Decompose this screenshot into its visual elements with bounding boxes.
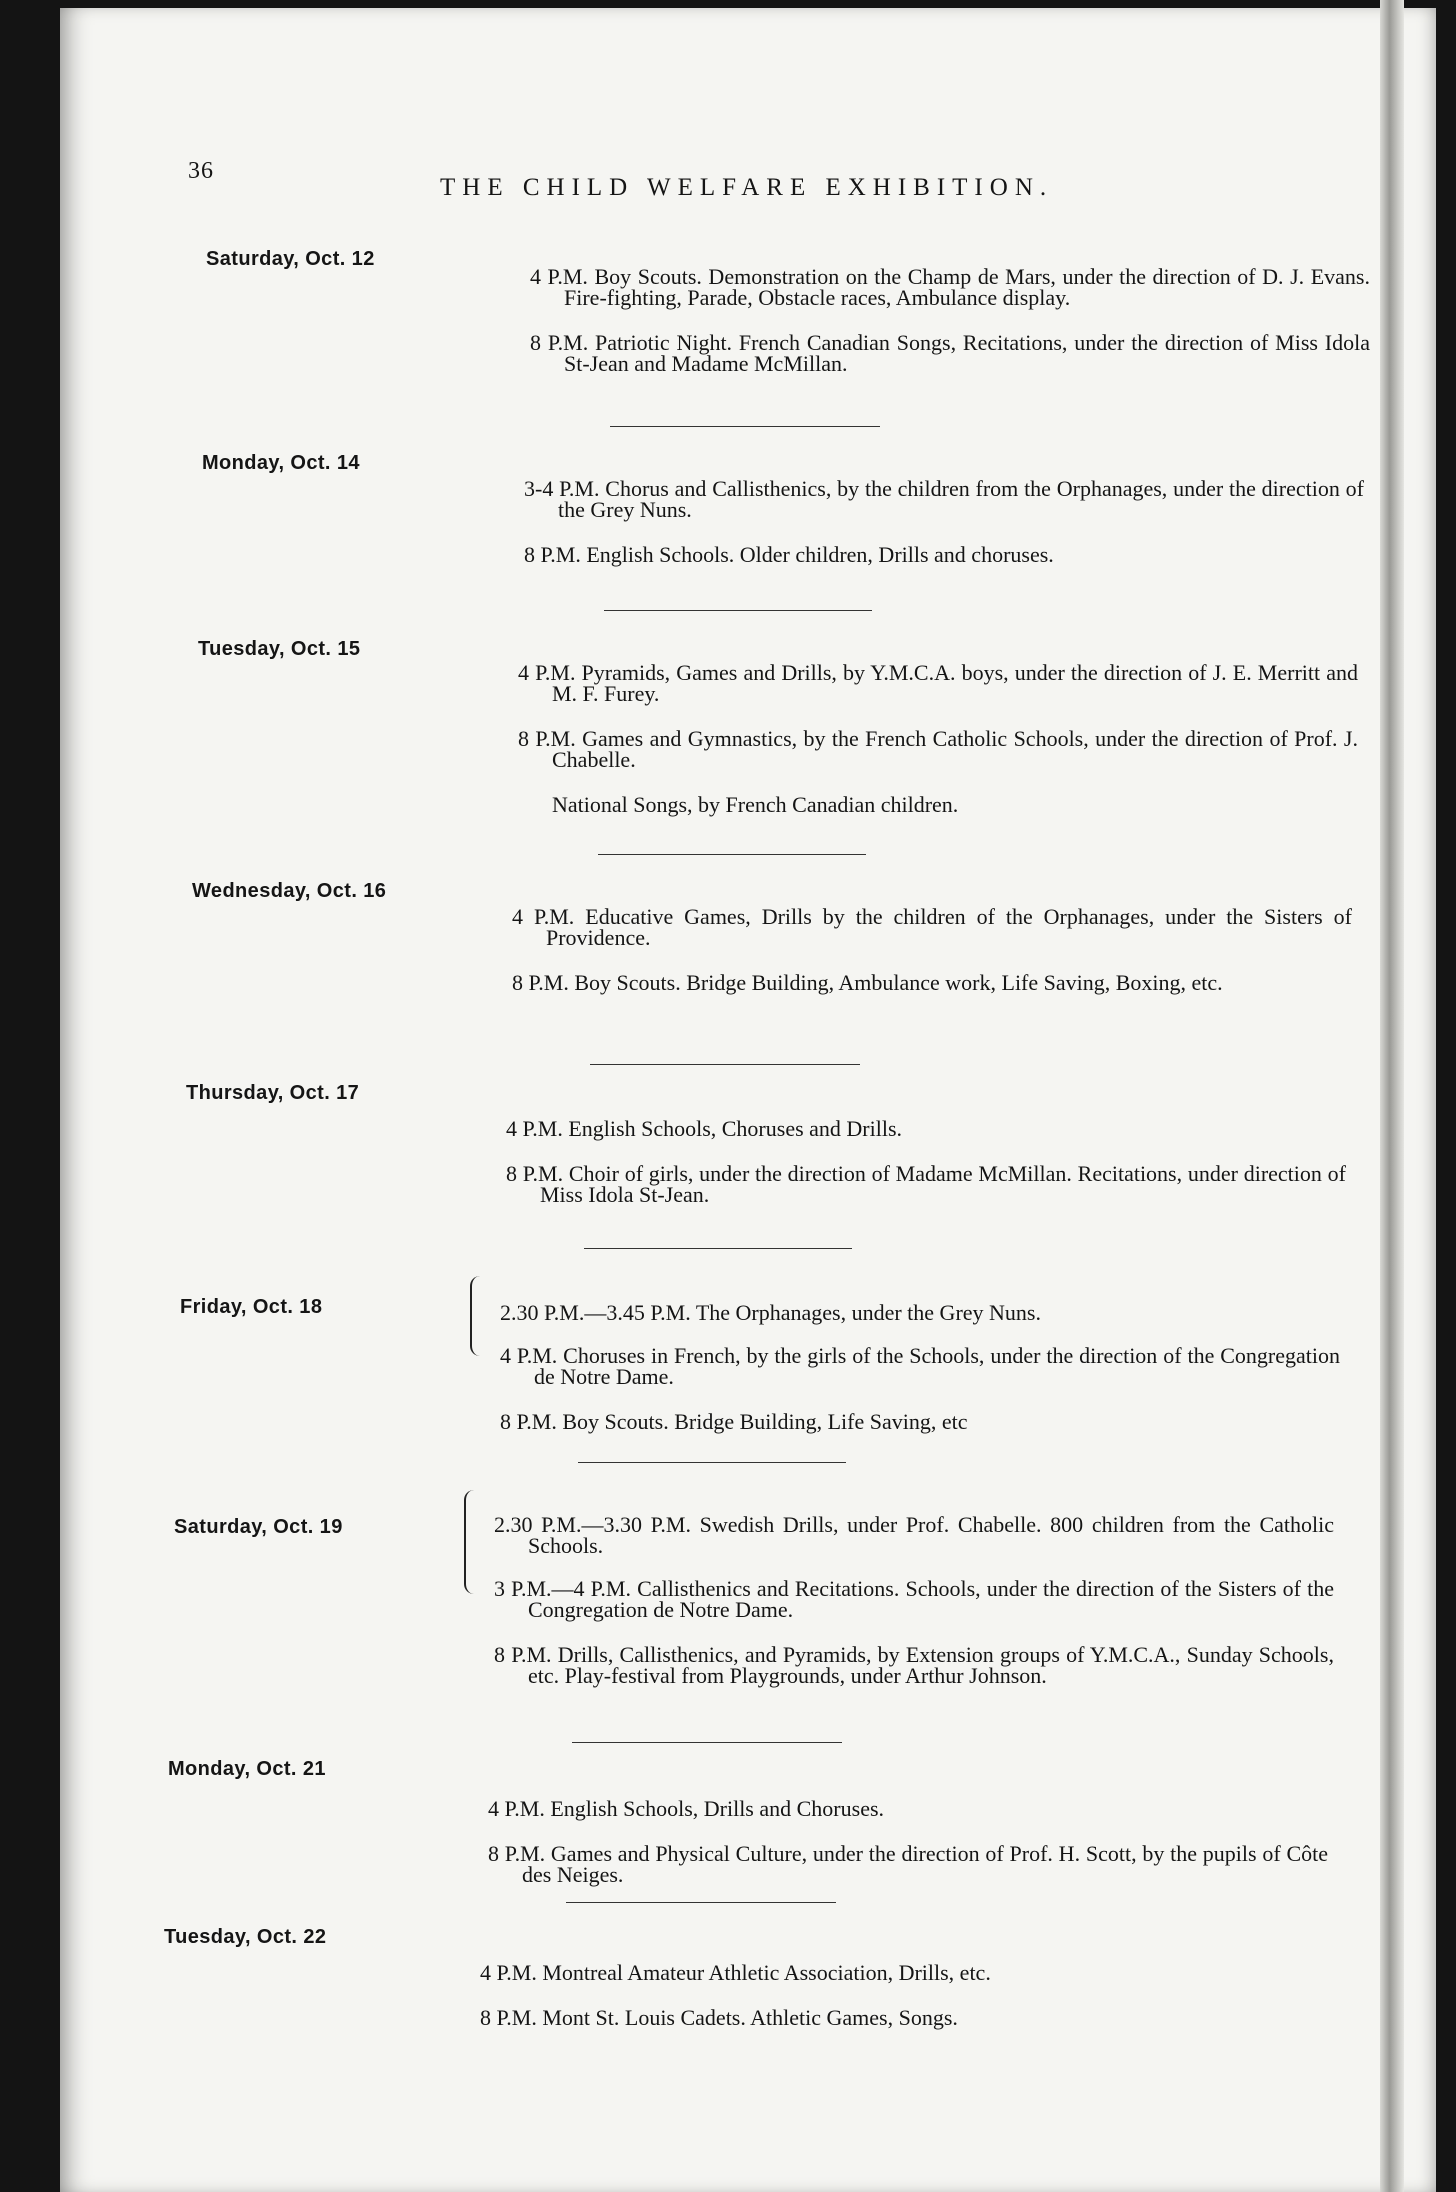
day-entries [530, 244, 1370, 398]
schedule-entry: 2.30 P.M.—3.30 P.M. Swedish Drills, under Prof. Chabelle. 800 children from the Catholic Schools. [494, 1512, 1334, 1558]
day-entries [512, 884, 1352, 1017]
schedule-entry: 8 P.M. English Schools. Older children, Drills and choruses. [524, 542, 1054, 567]
running-title: THE CHILD WELFARE EXHIBITION. [440, 174, 1054, 201]
schedule-entry: 8 P.M. Games and Physical Culture, under the direction of Prof. H. Scott, by the pupils of Côte des Neiges. [488, 1841, 1328, 1887]
schedule-entry: 4 P.M. English Schools, Drills and Choruses. [488, 1796, 885, 1821]
schedule-entry: 4 P.M. English Schools, Choruses and Drills. [506, 1116, 903, 1141]
day-entries [506, 1096, 1346, 1229]
day-entries [500, 1280, 1340, 1456]
section-divider [566, 1902, 836, 1903]
schedule-entry: 8 P.M. Boy Scouts. Bridge Building, Life Saving, etc [500, 1409, 968, 1434]
schedule-entry: 8 P.M. Boy Scouts. Bridge Building, Ambulance work, Life Saving, Boxing, etc. [512, 970, 1223, 995]
book-page [60, 8, 1436, 2192]
schedule-entry: 3-4 P.M. Chorus and Callisthenics, by the children from the Orphanages, under the direction of the Grey Nuns. [524, 476, 1364, 522]
section-divider [572, 1742, 842, 1743]
schedule-entry: 4 P.M. Pyramids, Games and Drills, by Y.M.C.A. boys, under the direction of J. E. Merritt and M. F. Furey. [518, 660, 1358, 706]
section-divider [578, 1462, 846, 1463]
schedule-entry: 4 P.M. Choruses in French, by the girls of the Schools, under the direction of the Congregation de Notre Dame. [500, 1343, 1340, 1389]
bracket-brace [464, 1490, 480, 1594]
schedule-entry: 8 P.M. Games and Gymnastics, by the French Catholic Schools, under the direction of Prof. J. Chabelle. [518, 726, 1358, 772]
schedule-entry: 3 P.M.—4 P.M. Callisthenics and Recitations. Schools, under the direction of the Sisters of the Congregation de Notre Dame. [494, 1576, 1334, 1622]
page-number: 36 [188, 158, 214, 184]
day-heading: Wednesday, Oct. 16 [192, 880, 387, 902]
schedule-entry: 8 P.M. Patriotic Night. French Canadian Songs, Recitations, under the direction of Miss Idola St-Jean and Madame McMillan. [530, 330, 1370, 376]
section-divider [590, 1064, 860, 1065]
bracket-brace [470, 1276, 486, 1356]
section-divider [610, 426, 880, 427]
day-heading: Friday, Oct. 18 [180, 1296, 323, 1318]
day-entries [488, 1776, 1328, 1909]
schedule-entry: National Songs, by French Canadian children. [552, 792, 959, 817]
schedule-entry: 8 P.M. Drills, Callisthenics, and Pyramids, by Extension groups of Y.M.C.A., Sunday Schools, etc. Play-festival from Playgrounds, under Arthur Johnson. [494, 1642, 1334, 1688]
page-edge [1380, 0, 1404, 2192]
schedule-entry: 4 P.M. Educative Games, Drills by the children of the Orphanages, under the Sisters of Providence. [512, 904, 1352, 950]
section-divider [604, 610, 872, 611]
day-entries [480, 1940, 1320, 2052]
day-entries [524, 456, 1364, 589]
schedule-entry: 4 P.M. Montreal Amateur Athletic Association, Drills, etc. [480, 1960, 991, 1985]
day-heading: Tuesday, Oct. 15 [198, 638, 361, 660]
schedule-entry: 4 P.M. Boy Scouts. Demonstration on the Champ de Mars, under the direction of D. J. Evans. Fire-fighting, Parade, Obstacle races, Ambulance display. [530, 264, 1370, 310]
page-content [60, 8, 1436, 2192]
day-entries [518, 640, 1358, 839]
day-heading: Monday, Oct. 14 [202, 452, 360, 474]
day-heading: Thursday, Oct. 17 [186, 1082, 360, 1104]
section-divider [598, 854, 866, 855]
day-heading: Tuesday, Oct. 22 [164, 1926, 327, 1948]
day-entries [494, 1492, 1334, 1710]
day-heading: Saturday, Oct. 19 [174, 1516, 343, 1538]
day-heading: Monday, Oct. 21 [168, 1758, 326, 1780]
day-heading: Saturday, Oct. 12 [206, 248, 375, 270]
section-divider [584, 1248, 852, 1249]
schedule-entry: 8 P.M. Choir of girls, under the direction of Madame McMillan. Recitations, under direction of Miss Idola St-Jean. [506, 1161, 1346, 1207]
schedule-entry: 2.30 P.M.—3.45 P.M. The Orphanages, under the Grey Nuns. [500, 1300, 1041, 1325]
schedule-entry: 8 P.M. Mont St. Louis Cadets. Athletic Games, Songs. [480, 2005, 958, 2030]
